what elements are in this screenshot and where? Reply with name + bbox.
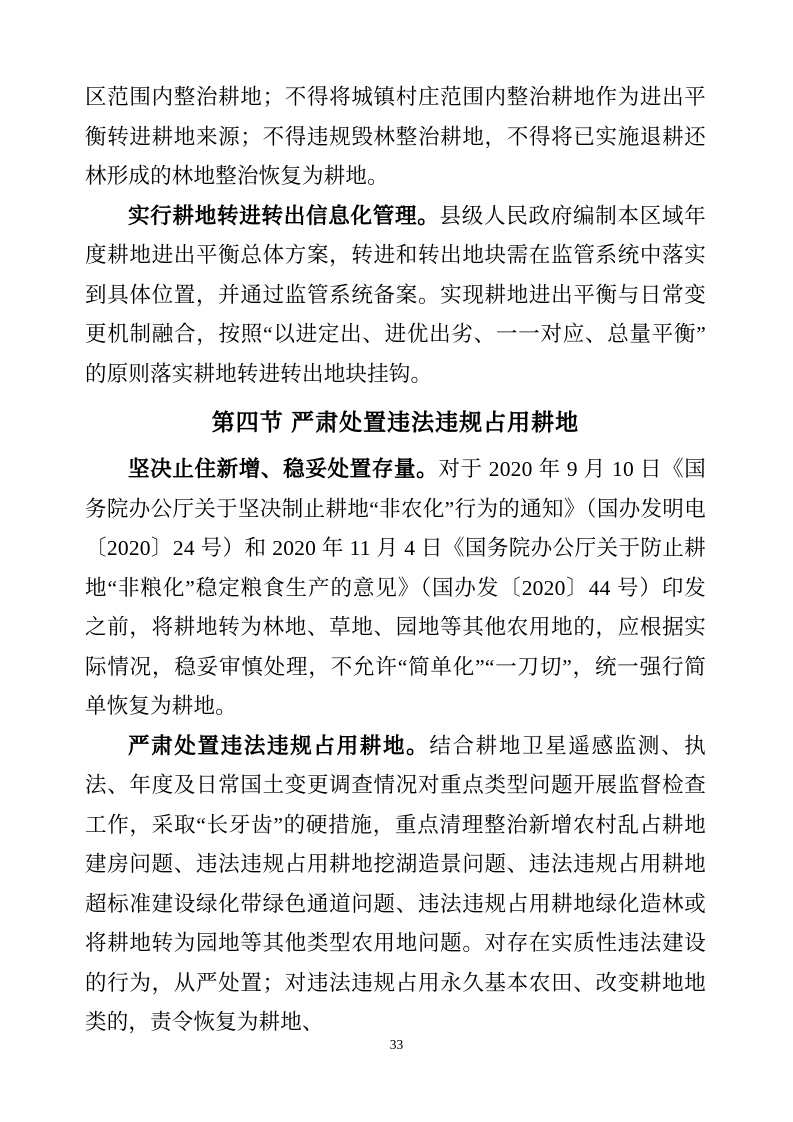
paragraph-text: 区范围内整治耕地；不得将城镇村庄范围内整治耕地作为进出平衡转进耕地来源；不得违规毁林整治耕地，不得将已实施退耕还林形成的林地整治恢复为耕地。 [85, 85, 706, 188]
paragraph-continued [85, 78, 706, 197]
paragraph-text: 结合耕地卫星遥感监测、执法、年度及日常国土变更调查情况对重点类型问题开展监督检查工作，采取“长牙齿”的硬措施，重点清理整治新增农村乱占耕地建房问题、违法违规占用耕地挖湖造景问题、违法违规占用耕地超标准建设绿化带绿色通道问题、违法违规占用耕地绿化造林或将耕地转为园地等其他类型农用地问题。对存在实质性违法建设的行为，从严处置；对违法违规占用永久基本农田、改变耕地地类的，责令恢复为耕地、 [85, 733, 706, 1034]
paragraph-text: 县级人民政府编制本区域年度耕地进出平衡总体方案，转进和转出地块需在监管系统中落实到具体位置，并通过监管系统备案。实现耕地进出平衡与日常变更机制融合，按照“以进定出、进优出劣、一一对应、总量平衡”的原则落实耕地转进转出地块挂钩。 [85, 203, 706, 386]
page-number: 33 [389, 1037, 404, 1052]
paragraph [85, 197, 706, 395]
paragraph-text: 对于 2020 年 9 月 10 日《国务院办公厅关于坚决制止耕地“非农化”行为的通知》（国办发明电〔2020〕24 号）和 2020 年 11 月 4 日《国务院办公厅关于防止耕地“非粮化”稳定粮食生产的意见》（国办发〔2020〕44 号）印发之前，将耕地转为林地、草地、园地等其他农用地的，应根据实际情况，稳妥审慎处理，不允许“简单化”“一刀切”，统一强行简单恢复为耕地。 [85, 457, 706, 718]
paragraph-lead: 严肃处置违法违规占用耕地。 [128, 733, 430, 758]
section-heading: 第四节 严肃处置违法违规占用耕地 [211, 409, 580, 435]
paragraph [85, 727, 706, 1043]
paragraph [85, 450, 706, 727]
paragraph-lead: 实行耕地转进转出信息化管理。 [128, 203, 440, 228]
paragraph-lead: 坚决止住新增、稳妥处置存量。 [128, 457, 439, 481]
document-content [85, 78, 706, 1043]
